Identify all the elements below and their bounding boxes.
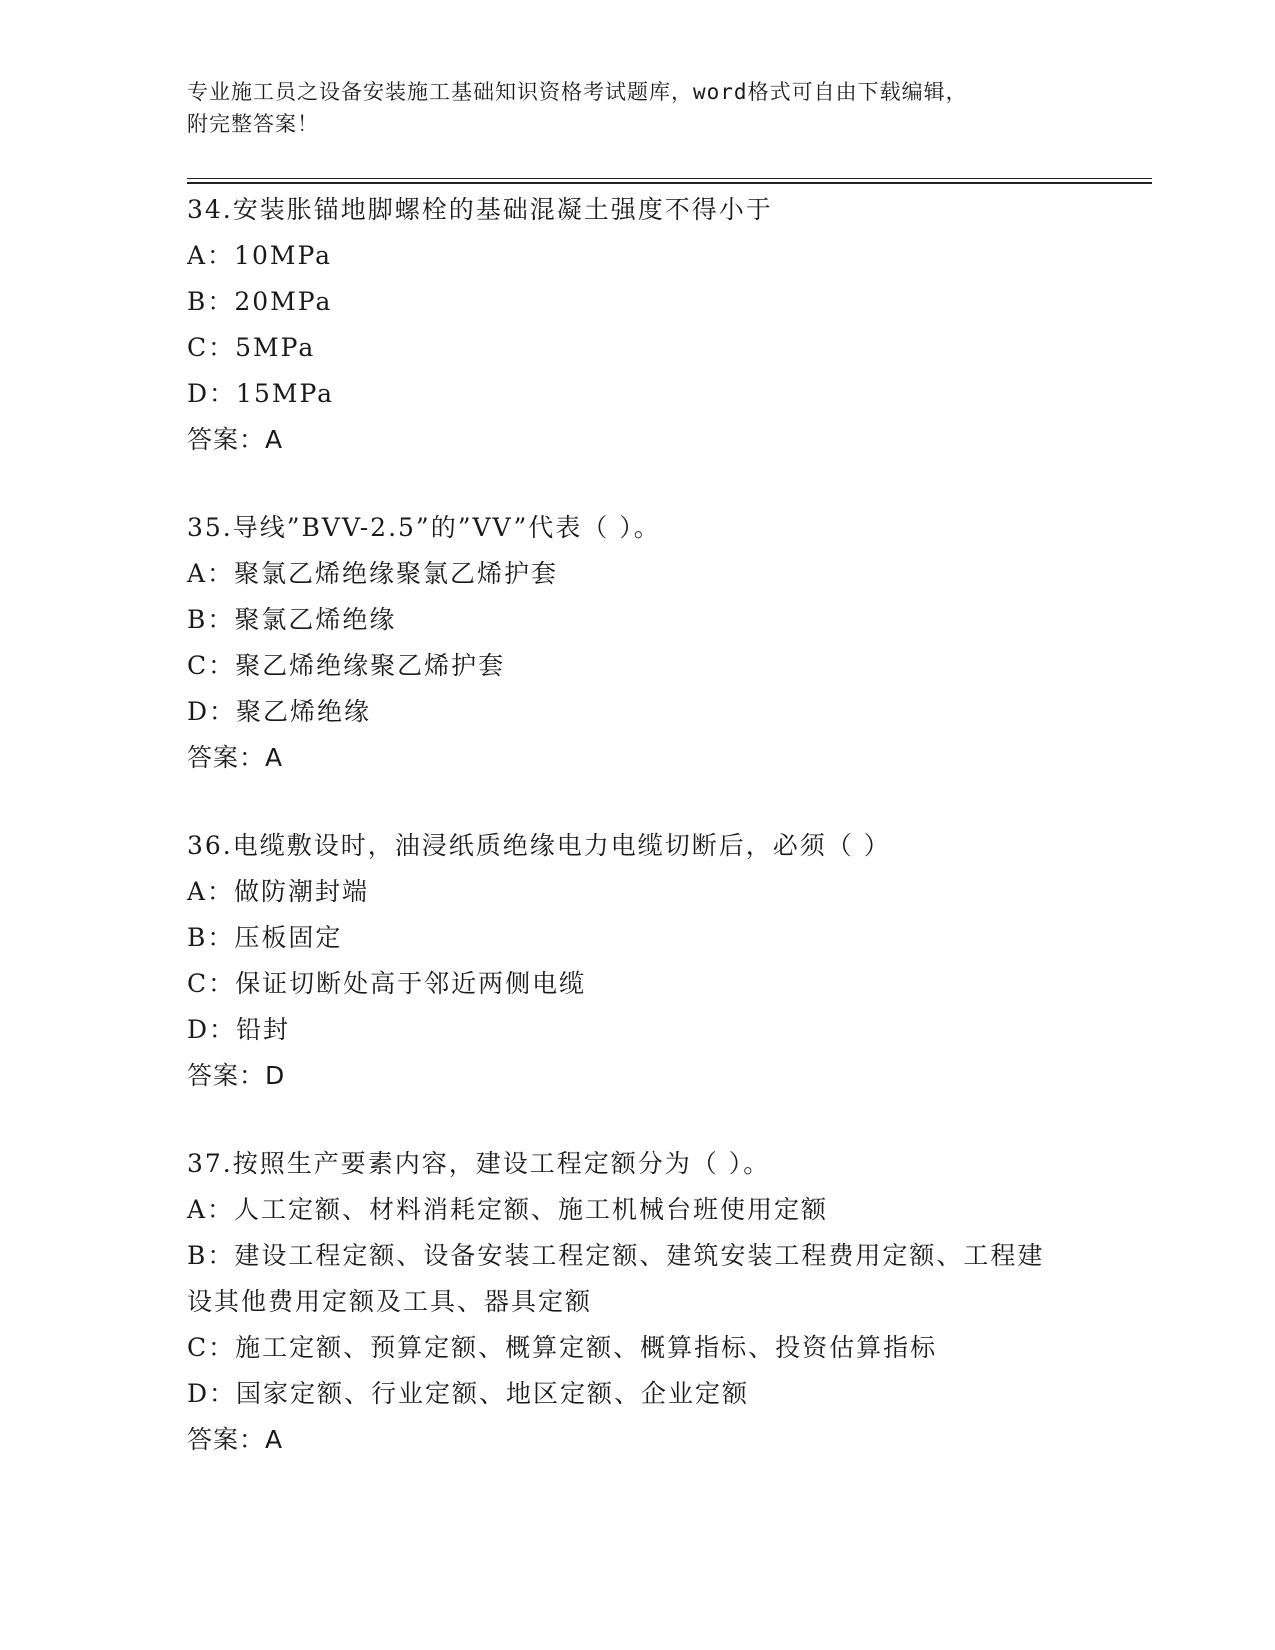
- question-stem: 34.安装胀锚地脚螺栓的基础混凝土强度不得小于: [187, 195, 773, 224]
- header-divider-thin: [187, 178, 1152, 179]
- question-37: [187, 1141, 1087, 1463]
- option-c: C：5MPa: [187, 333, 316, 362]
- option-a: A：人工定额、材料消耗定额、施工机械台班使用定额: [187, 1195, 829, 1224]
- header-divider-thick: [187, 182, 1152, 184]
- option-c: C：聚乙烯绝缘聚乙烯护套: [187, 651, 506, 680]
- answer-line: 答案：A: [187, 425, 284, 454]
- option-b: B：20MPa: [187, 287, 333, 316]
- document-header: [187, 76, 1087, 140]
- answer-line: 答案：A: [187, 743, 284, 772]
- option-a: A：10MPa: [187, 241, 333, 270]
- option-b: B：压板固定: [187, 923, 343, 952]
- option-b: B：聚氯乙烯绝缘: [187, 605, 397, 634]
- question-stem: 35.导线”BVV-2.5”的”VV”代表（ ）。: [187, 513, 661, 542]
- question-stem: 36.电缆敷设时，油浸纸质绝缘电力电缆切断后，必须（ ）: [187, 831, 891, 860]
- answer-line: 答案：D: [187, 1061, 286, 1090]
- answer-line: 答案：A: [187, 1425, 284, 1454]
- option-b: B：建设工程定额、设备安装工程定额、建筑安装工程费用定额、工程建设其他费用定额及工具、器具定额: [187, 1241, 1045, 1316]
- header-line-2: 附完整答案！: [187, 112, 319, 136]
- option-d: D：15MPa: [187, 379, 335, 408]
- question-34: [187, 187, 1087, 463]
- option-a: A：做防潮封端: [187, 877, 370, 906]
- option-c: C：施工定额、预算定额、概算定额、概算指标、投资估算指标: [187, 1333, 938, 1362]
- question-35: [187, 505, 1087, 781]
- header-line-1: 专业施工员之设备安装施工基础知识资格考试题库，word格式可自由下载编辑，: [187, 80, 968, 104]
- option-d: D：国家定额、行业定额、地区定额、企业定额: [187, 1379, 750, 1408]
- option-c: C：保证切断处高于邻近两侧电缆: [187, 969, 587, 998]
- question-36: [187, 823, 1087, 1099]
- option-a: A：聚氯乙烯绝缘聚氯乙烯护套: [187, 559, 559, 588]
- option-d: D：聚乙烯绝缘: [187, 697, 372, 726]
- option-d: D：铅封: [187, 1015, 291, 1044]
- question-stem: 37.按照生产要素内容，建设工程定额分为（ ）。: [187, 1149, 771, 1178]
